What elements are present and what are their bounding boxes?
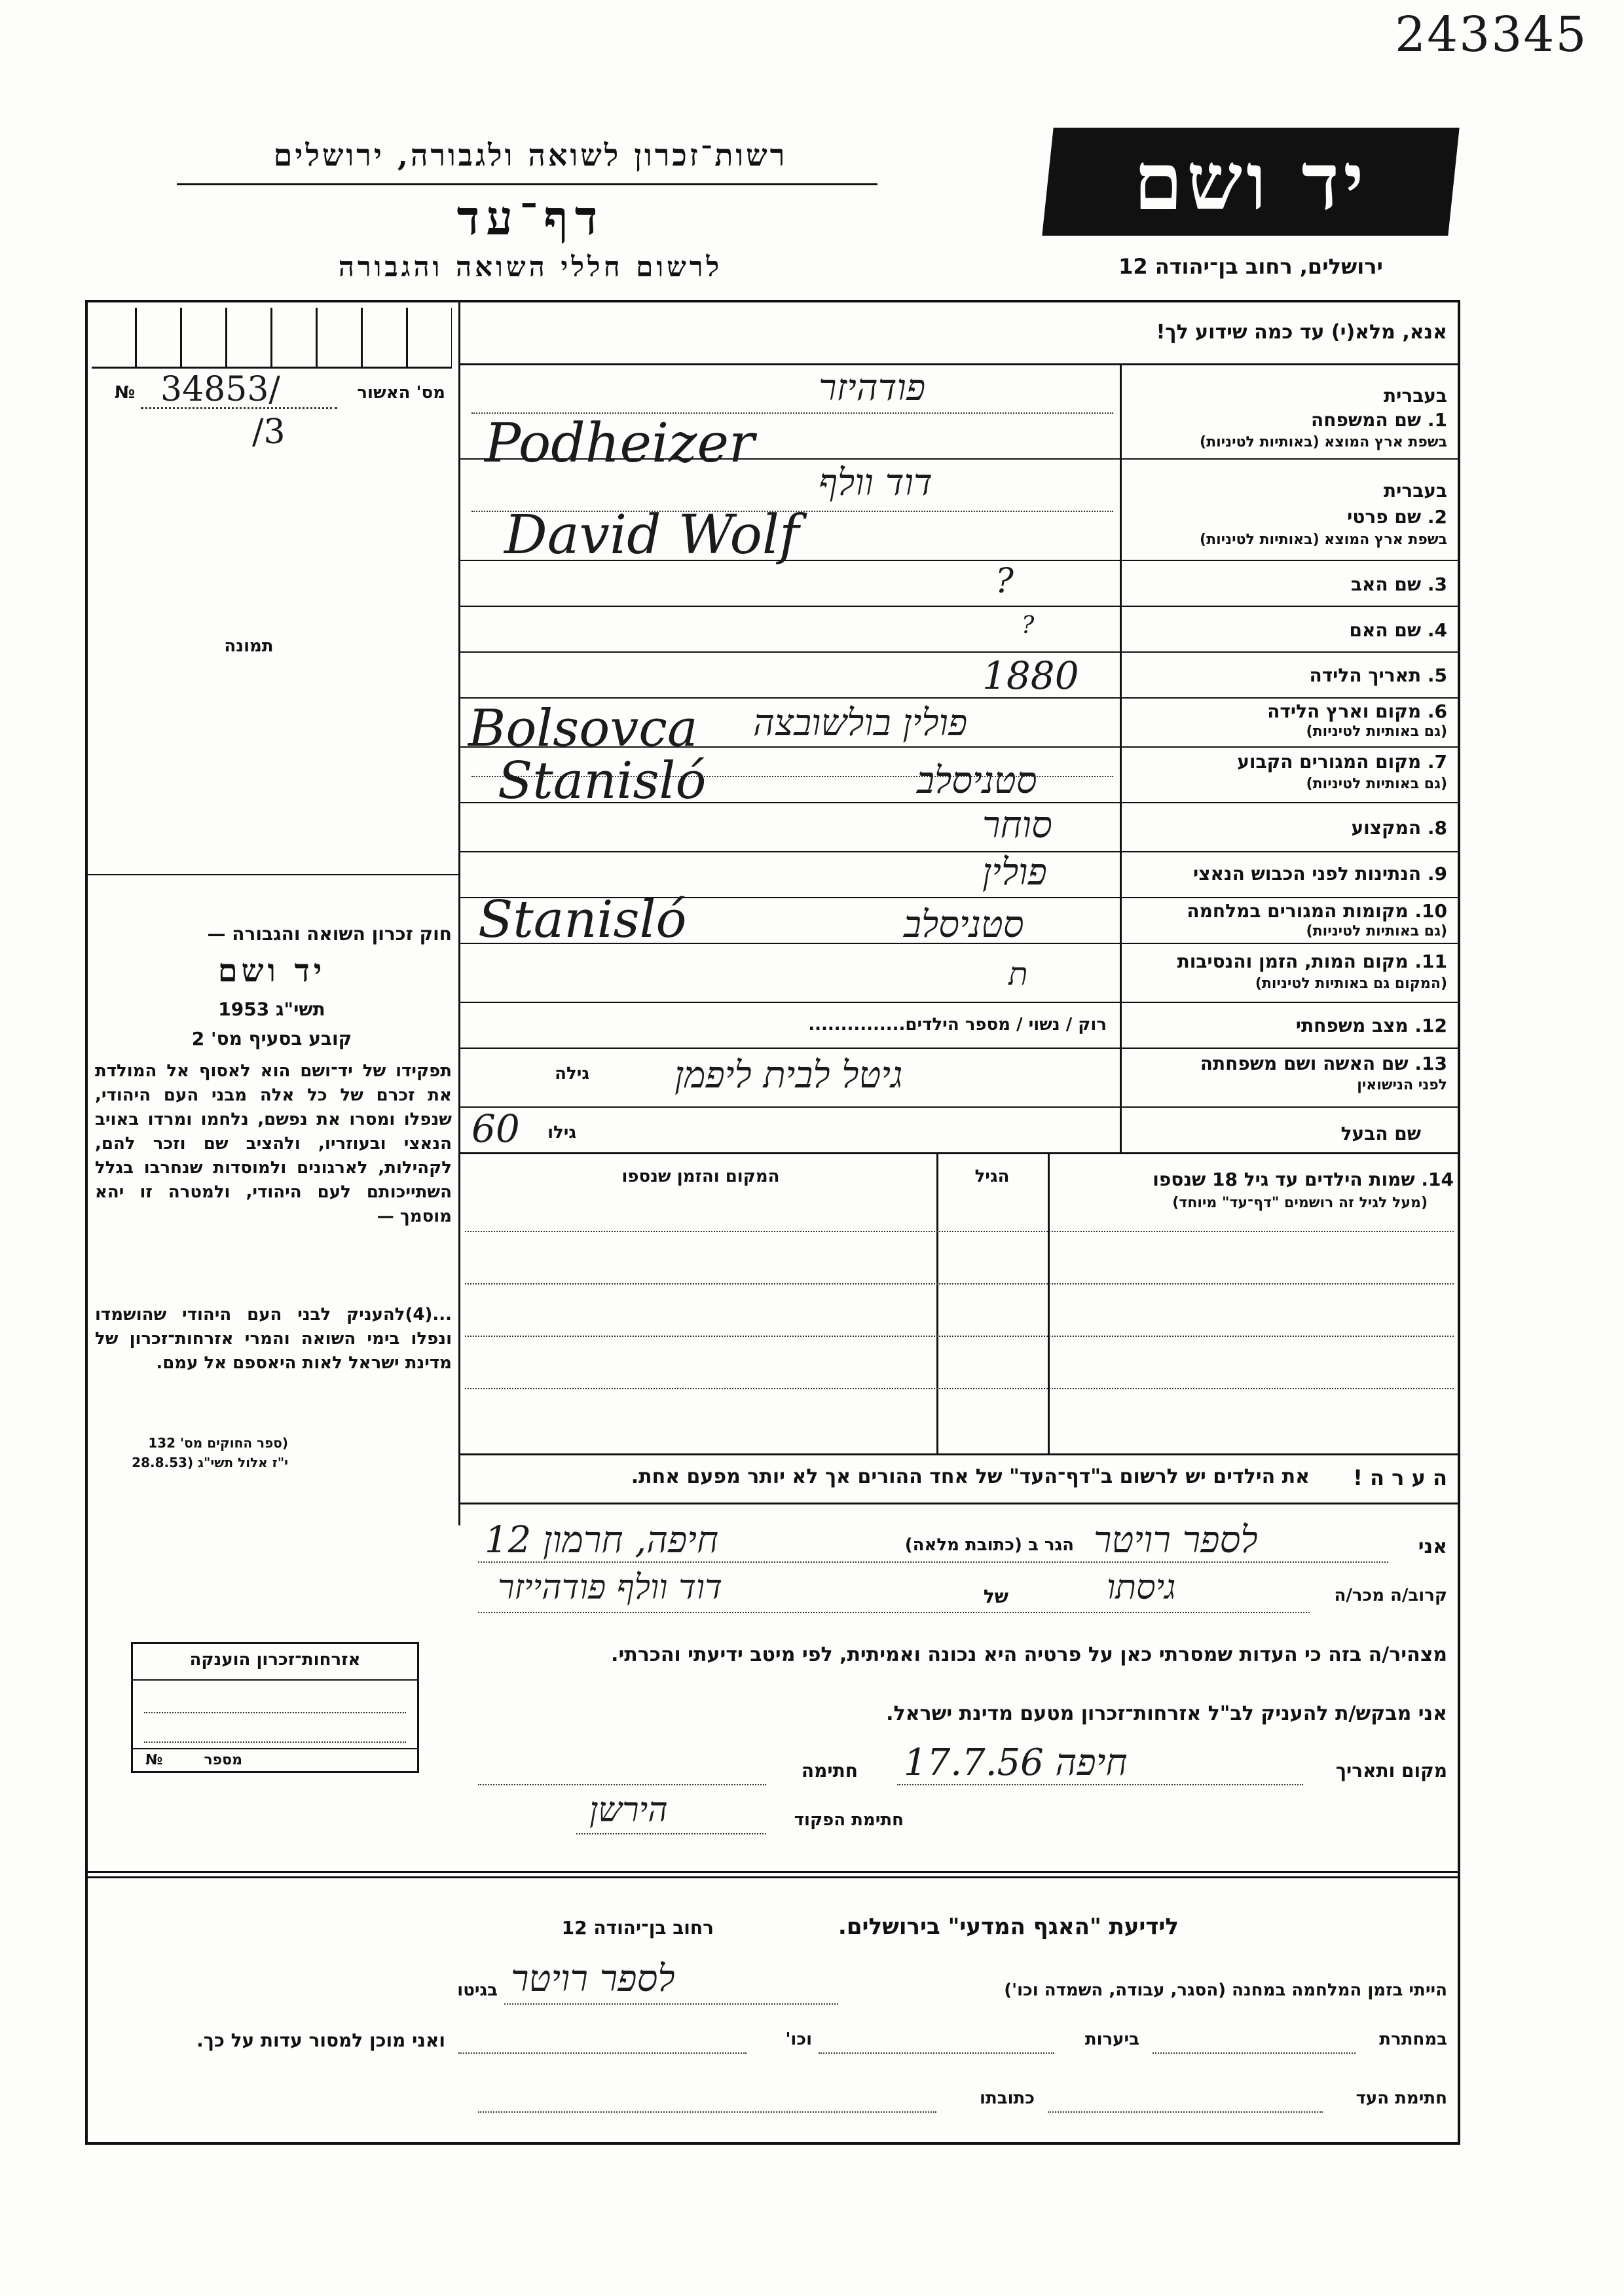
reg-number: 34853/	[160, 370, 280, 409]
field-9-num: 9.	[1427, 863, 1447, 884]
row-rule	[458, 1002, 1460, 1003]
husband-age-value: 60	[471, 1106, 520, 1151]
field-13-sub: לפני הנישואין	[1357, 1077, 1447, 1093]
org-name: רשות־זכרון לשואה ולגבורה, ירושלים	[273, 137, 788, 173]
field-6-name: מקום וארץ הלידה	[1267, 701, 1422, 722]
field-5-num: 5.	[1427, 665, 1447, 686]
law-ref-2: י"ז אלול תשי"ג (28.8.53	[132, 1455, 288, 1470]
children-row	[465, 1336, 1454, 1337]
photo-bottom	[85, 874, 458, 875]
org-address: ירושלים, רחוב בן־יהודה 12	[1118, 254, 1383, 279]
field-12-name: מצב משפחתי	[1295, 1015, 1409, 1036]
field-8-label	[1133, 817, 1447, 839]
field-4-value: ?	[1022, 612, 1035, 639]
field-13-label	[1133, 1053, 1447, 1074]
reg-label: מס' האשור	[357, 383, 445, 403]
field-9-value: פולין	[982, 851, 1047, 894]
field-1-sub: בשפת ארץ המוצא (באותיות לטיניות)	[1200, 434, 1447, 450]
citizenship-rule-2	[131, 1748, 419, 1749]
forests-label: ביערות	[1084, 2030, 1139, 2049]
code-boxes	[92, 308, 452, 369]
header-rule	[177, 183, 877, 185]
relation-label: קרוב/ה מכר/ה	[1334, 1586, 1447, 1605]
lives-label: הגר ב (כתובת מלאה)	[904, 1535, 1074, 1555]
field-11-value: ת	[1008, 956, 1028, 993]
official-label: חתימת הפקוד	[794, 1810, 904, 1830]
of-value: דוד וולף פודהייזר	[498, 1568, 723, 1607]
field-10-name: מקומות המגורים במלחמה	[1187, 900, 1409, 922]
field-2-latin-value: David Wolf	[504, 504, 800, 566]
footer-address: רחוב בן־יהודה 12	[561, 1917, 714, 1939]
field-2-hebrew-value: דוד וולף	[819, 462, 932, 504]
law-clause: קובע בסעיף מס' 2	[191, 1028, 352, 1049]
citizenship-rule-1	[131, 1679, 419, 1681]
place-date-label: מקום ותאריך	[1335, 1760, 1447, 1781]
fields-divider	[1120, 363, 1122, 1152]
footer-rule-2	[85, 1876, 1460, 1878]
field-11-label	[1133, 951, 1447, 972]
field-1-num: 1.	[1427, 409, 1447, 431]
row-rule	[458, 651, 1460, 653]
note-bottom	[458, 1503, 1460, 1504]
field-7-hebrew-value: סטניסלב	[917, 759, 1037, 802]
field-6-sub: (גם באותיות לטיניות)	[1306, 723, 1447, 740]
field-6-num: 6.	[1427, 701, 1447, 722]
address-value: חיפה, חרמון 12	[485, 1519, 719, 1561]
field-8-value: סוחר	[982, 804, 1052, 847]
form-title: דף־עד	[456, 190, 604, 246]
note-text: את הילדים יש לרשום ב"דף־העד" של אחד ההורים אך לא יותר מפעם אחת.	[631, 1465, 1310, 1488]
footer-line1-start: הייתי בזמן המלחמה במחנה (הסגר, עבודה, השמדה וכו')	[1004, 1980, 1447, 2000]
field-9-name: הנתינות לפני הכבוש הנאצי	[1193, 863, 1422, 884]
field-13-name: שם האשה ושם משפחתה	[1200, 1053, 1409, 1074]
field-10-hebrew-value: סטניסלב	[904, 903, 1024, 946]
footer-line2-end: ואני מוכן למסור עדות על כך.	[196, 2030, 445, 2051]
form-subtitle: לרשום חללי השואה והגבורה	[338, 251, 723, 283]
number-label: מספר	[204, 1752, 242, 1768]
citizenship-dots-2	[144, 1741, 406, 1743]
law-year: תשי"ג 1953	[218, 998, 325, 1020]
field-11-name: מקום המות, הזמן והנסיבות	[1177, 951, 1409, 972]
footer-line1-value: לספר רויטר	[511, 1958, 675, 2000]
footer-dots	[458, 2052, 747, 2054]
children-bottom	[458, 1453, 1460, 1455]
field-2-sub: בשפת ארץ המוצא (באותיות לטיניות)	[1200, 532, 1447, 548]
husband-label: שם הבעל	[1340, 1123, 1421, 1144]
field-9-label	[1133, 863, 1447, 884]
intro-rule	[458, 363, 1460, 365]
citizenship-dots-1	[144, 1712, 406, 1713]
hebrew-label-1: בעברית	[1383, 385, 1447, 407]
official-value: הירשן	[589, 1791, 668, 1830]
archive-number: 243345	[1395, 7, 1588, 63]
field-1-hebrew-value: פודהיזר	[819, 367, 926, 409]
official-dots	[576, 1833, 766, 1834]
children-col-1	[1048, 1152, 1050, 1453]
field-4-label	[1133, 619, 1447, 641]
field-14-name: שמות הילדים עד גיל 18 שנספו	[1153, 1169, 1415, 1190]
children-col-2	[936, 1152, 938, 1453]
field-12-label	[1133, 1015, 1447, 1036]
relation-value: גיסתו	[1107, 1568, 1176, 1607]
photo-label: תמונה	[224, 636, 274, 656]
field-13-num: 13.	[1414, 1053, 1447, 1074]
etc-label: וכו'	[785, 2030, 812, 2049]
row-rule-strong	[458, 1152, 1460, 1154]
request-text: אני מבקש/ת להעניק לב"ל אזרחות־זכרון מטעם מדינת ישראל.	[886, 1702, 1447, 1725]
footer-dots	[819, 2052, 1054, 2054]
law-title: חוק זכרון השואה והגבורה —	[207, 923, 452, 945]
declare-text: מצהיר/ה בזה כי העדות שמסרתי כאן על פרטיה היא נכונה ואמיתית, לפי מיטב ידיעתי והכרתי.	[611, 1643, 1447, 1666]
decl-dots	[478, 1612, 1310, 1613]
footer-dots	[504, 2003, 838, 2005]
field-3-label	[1133, 574, 1447, 595]
field-8-num: 8.	[1427, 817, 1447, 839]
number-prefix: №	[145, 1752, 163, 1768]
children-row	[465, 1388, 1454, 1389]
row-rule	[458, 1048, 1460, 1049]
field-8-name: המקצוע	[1351, 817, 1422, 839]
field-12-num: 12.	[1414, 1015, 1447, 1036]
place-date-dots	[897, 1784, 1303, 1785]
reg-prefix: №	[115, 383, 136, 403]
reg-sub: /3	[252, 412, 286, 452]
law-ref-1: (ספר החוקים מס' 132	[148, 1435, 288, 1451]
field-13-value: גיטל לבית ליפמן	[674, 1054, 903, 1097]
husband-age-label: גילו	[547, 1123, 576, 1142]
underground-label: במחתרת	[1379, 2030, 1447, 2049]
field-2-num: 2.	[1427, 506, 1447, 528]
witness-sign-label: חתימת העד	[1356, 2088, 1447, 2108]
declarant-value: לספר רויטר	[1094, 1519, 1258, 1561]
field-6-hebrew-value: פולין בולשובצה	[753, 702, 968, 744]
field-10-latin-value: Stanislό	[478, 890, 687, 949]
row-rule	[458, 606, 1460, 607]
field-5-name: תאריך הלידה	[1309, 665, 1422, 686]
field-10-num: 10.	[1414, 900, 1447, 922]
field-14-sub: (מעל לגיל זה רושמים "דף־עד" מיוחד)	[1172, 1195, 1428, 1211]
reg-dots	[141, 407, 337, 409]
signature-dots	[478, 1784, 766, 1785]
law-name: יד ושם	[217, 953, 326, 989]
row-rule	[458, 851, 1460, 852]
field-4-name: שם האם	[1349, 619, 1422, 641]
field-7-name: מקום המגורים הקבוע	[1237, 751, 1422, 773]
law-text-2: ...(4)להעניק לבני העם היהודי שהושמדו ונפלו בימי השואה והמרי אזרחות־זכרון של מדינת ישראל לאות היאספם אל עמם.	[95, 1305, 452, 1373]
declarant-label: אני	[1418, 1535, 1447, 1558]
footer-dots	[478, 2111, 936, 2113]
field-3-num: 3.	[1427, 574, 1447, 595]
field-14-label	[1061, 1169, 1454, 1190]
field-2-label	[1133, 506, 1447, 528]
footer-line1-end: בגיטו	[457, 1980, 498, 2000]
decl-dots	[478, 1561, 1388, 1563]
children-age-header: הגיל	[974, 1167, 1010, 1186]
field-6-label	[1133, 701, 1447, 722]
intro-text: אנא, מלא(י) עד כמה שידוע לך!	[1156, 321, 1447, 344]
field-10-sub: (גם באותיות לטיניות)	[1306, 923, 1447, 939]
citizenship-title: אזרחות־זכרון הוענקה	[189, 1650, 361, 1669]
children-row	[465, 1231, 1454, 1232]
field-1-label	[1133, 409, 1447, 431]
signature-label: חתימה	[801, 1760, 858, 1781]
field-4-num: 4.	[1427, 619, 1447, 641]
footer-rule-1	[85, 1871, 1460, 1873]
field-7-label	[1133, 751, 1447, 773]
field-14-num: 14.	[1421, 1169, 1454, 1190]
field-5-value: 1880	[982, 653, 1079, 698]
field-5-label	[1133, 665, 1447, 686]
logo-text: יד ושם	[1134, 136, 1368, 228]
hebrew-label-2: בעברית	[1383, 480, 1447, 501]
footer-dots	[1153, 2052, 1356, 2054]
children-row	[465, 1283, 1454, 1285]
field-12-options: רוק / נשוי / מספר הילדים...............	[808, 1015, 1107, 1034]
field-3-value: ?	[995, 562, 1014, 601]
field-1-name: שם המשפחה	[1311, 409, 1422, 431]
note-label: ה ע ר ה !	[1353, 1465, 1447, 1490]
field-7-sub: (גם באותיות לטיניות)	[1306, 776, 1447, 792]
of-label: של	[983, 1586, 1008, 1607]
row-rule	[458, 1106, 1460, 1108]
field-1-latin-value: Podheizer	[485, 412, 755, 475]
place-date-value: חיפה 17.7.56	[904, 1741, 1128, 1784]
values-left-border	[458, 363, 460, 1152]
row-rule	[458, 697, 1460, 699]
wife-age-label: גילה	[555, 1064, 589, 1084]
field-7-latin-value: Stanisló	[498, 752, 707, 811]
field-3-name: שם האב	[1350, 574, 1422, 595]
children-place-header: המקום והזמן שנספו	[621, 1167, 780, 1186]
footer-dots	[1048, 2111, 1323, 2113]
footer-heading: לידיעת "האגף המדעי" בירושלים.	[838, 1914, 1179, 1940]
field-11-num: 11.	[1414, 951, 1447, 972]
witness-address-label: כתובתו	[980, 2088, 1035, 2108]
field-6-latin-value: Bolsovca	[468, 699, 698, 758]
field-7-num: 7.	[1427, 751, 1447, 773]
field-2-name: שם פרטי	[1347, 506, 1422, 528]
field-11-sub: (המקום גם באותיות לטיניות)	[1255, 975, 1447, 992]
field-10-label	[1133, 900, 1447, 922]
law-text: תפקידו של יד־ושם הוא לאסוף אל המולדת את זכרם של כל אלה מבני העם היהודי, שנפלו ומסרו את נפשם, נלחמו ומרדו באויב הנאצי ובעוזריו, ולהציב שם וזכר להם, לקהילות, לארגונים ולמוסדות שנחרבו בגלל השתייכותם לעם היהודי, ולמטרה זו יהא מוסמך —	[95, 1061, 452, 1226]
